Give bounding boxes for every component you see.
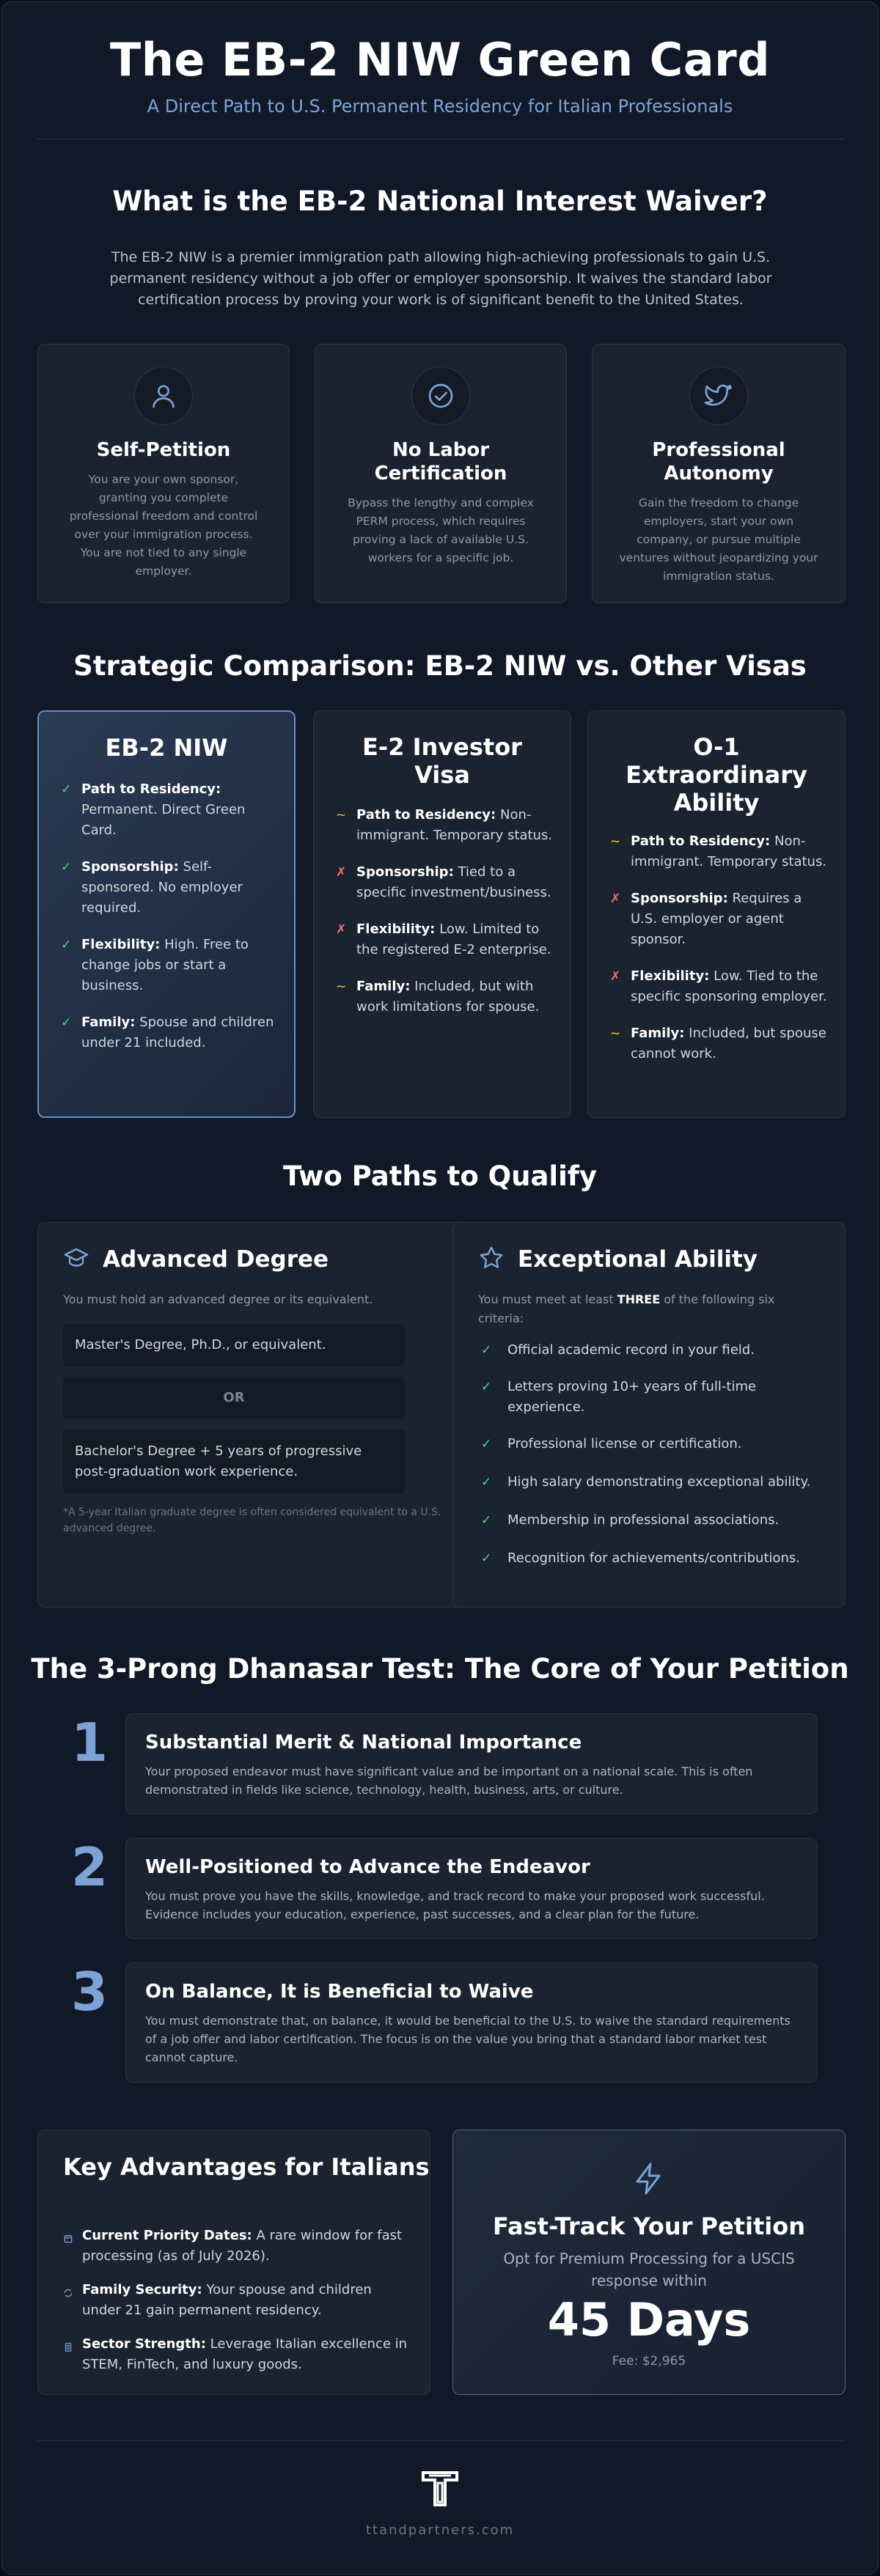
page-title: The EB-2 NIW Green Card bbox=[109, 33, 771, 87]
visa-title: E-2 Investor Visa bbox=[362, 733, 522, 789]
fee-text: Fee: $2,965 bbox=[612, 2354, 686, 2369]
list-item: ✓ High salary demonstrating exceptional ability. bbox=[481, 1472, 823, 1493]
list-item: ~ Path to Residency: Non-immigrant. Temporary status. bbox=[610, 831, 827, 872]
advantage-item: Sector Strength: Leverage Italian excellence in STEM, FinTech, and luxury goods. bbox=[63, 2334, 408, 2375]
list-item: ✓ Family: Spouse and children under 21 included. bbox=[61, 1012, 276, 1053]
bird-icon bbox=[689, 367, 748, 425]
tilde-icon: ~ bbox=[336, 808, 347, 823]
advantage-item: Family Security: Your spouse and children under 21 gain permanent residency. bbox=[63, 2280, 408, 2321]
cross-icon: ✗ bbox=[336, 865, 347, 880]
visa-card-e2 bbox=[313, 710, 571, 1118]
feature-title: Professional Autonomy bbox=[652, 439, 785, 485]
prong-card bbox=[125, 1838, 818, 1939]
prong-text: Your proposed endeavor must have significant value and be important on a national scale. This is often demonstrated in fields like science, technology, health, business, arts, or culture. bbox=[145, 1764, 753, 1797]
list-item: ✓ Flexibility: High. Free to change jobs or start a business. bbox=[61, 935, 276, 996]
path-card-advanced-degree bbox=[37, 1222, 476, 1608]
check-icon: ✓ bbox=[481, 1437, 492, 1451]
comparison-title: Strategic Comparison: EB-2 NIW vs. Other Visas bbox=[73, 650, 807, 682]
lightning-icon bbox=[631, 2161, 667, 2199]
check-icon: ✓ bbox=[481, 1551, 492, 1566]
sector-icon bbox=[63, 2338, 73, 2359]
list-item: ✓ Recognition for achievements/contributions. bbox=[481, 1548, 823, 1569]
feature-title: No Labor Certification bbox=[374, 439, 507, 485]
list-item: ✓ Path to Residency: Permanent. Direct Green Card. bbox=[61, 779, 276, 841]
degree-option: Bachelor's Degree + 5 years of progressive post-graduation work experience. bbox=[63, 1429, 405, 1494]
calendar-icon bbox=[63, 2230, 73, 2251]
footer-url[interactable]: ttandpartners.com bbox=[365, 2522, 515, 2538]
fast-track-card bbox=[452, 2130, 846, 2395]
check-icon: ✓ bbox=[481, 1380, 492, 1394]
visa-title: O-1 Extraordinary Ability bbox=[626, 733, 807, 817]
path-card-exceptional-ability bbox=[452, 1222, 846, 1608]
list-item: ✗ Flexibility: Low. Limited to the registered E-2 enterprise. bbox=[336, 919, 553, 960]
check-icon: ✓ bbox=[481, 1513, 492, 1528]
prong-card bbox=[125, 1713, 818, 1814]
path-note: You must meet at least THREE of the following six criteria: bbox=[478, 1292, 775, 1325]
check-icon: ✓ bbox=[61, 938, 72, 952]
feature-card-no-labor bbox=[315, 344, 567, 603]
prong-number: 3 bbox=[70, 1961, 109, 2023]
feature-text: You are your own sponsor, granting you complete professional freedom and control over your immigration process. You are not tied to any single employer. bbox=[69, 473, 258, 578]
advantages-title: Key Advantages for Italians bbox=[63, 2153, 430, 2181]
list-item: ✓ Official academic record in your field. bbox=[481, 1340, 823, 1361]
list-item: ~ Family: Included, but spouse cannot work. bbox=[610, 1023, 827, 1064]
divider bbox=[37, 2440, 844, 2441]
check-icon: ✓ bbox=[61, 1015, 72, 1030]
qualify-title: Two Paths to Qualify bbox=[282, 1160, 597, 1192]
tilde-icon: ~ bbox=[610, 834, 621, 849]
check-icon: ✓ bbox=[61, 782, 72, 797]
cross-icon: ✗ bbox=[610, 891, 621, 906]
intro-text: The EB-2 NIW is a premier immigration path allowing high-achieving professionals to gain U.S. permanent residency without a job offer or employer sponsorship. It waives the standard labor certification process by proving your work is of significant benefit to the United States. bbox=[109, 249, 772, 308]
dhanasar-title: The 3-Prong Dhanasar Test: The Core of Your Petition bbox=[31, 1653, 849, 1685]
graduation-cap-icon bbox=[63, 1245, 89, 1274]
advantages-card bbox=[37, 2130, 430, 2395]
prong-number: 2 bbox=[70, 1836, 109, 1898]
prong-text: You must prove you have the skills, knowledge, and track record to make your proposed work successful. Evidence includes your education, experience, past successes, and a clear plan for the future. bbox=[145, 1889, 765, 1921]
feature-text: Bypass the lengthy and complex PERM process, which requires proving a lack of available U.S. workers for a specific job. bbox=[348, 496, 534, 564]
prong-title: Substantial Merit & National Importance bbox=[145, 1732, 582, 1753]
page-subtitle: A Direct Path to U.S. Permanent Residency for Italian Professionals bbox=[147, 96, 733, 117]
feature-card-autonomy bbox=[592, 344, 846, 603]
header bbox=[2, 32, 878, 117]
user-icon bbox=[134, 367, 193, 425]
page-frame bbox=[1, 1, 879, 2575]
list-item: ✓ Sponsorship: Self-sponsored. No employer required. bbox=[61, 857, 276, 919]
visa-features bbox=[336, 805, 553, 1034]
check-circle-icon bbox=[411, 367, 470, 425]
list-item: ✓ Membership in professional associations. bbox=[481, 1510, 823, 1531]
advantage-item: Current Priority Dates: A rare window for fast processing (as of July 2026). bbox=[63, 2226, 408, 2267]
list-item: ✓ Letters proving 10+ years of full-time experience. bbox=[481, 1377, 823, 1418]
check-icon: ✓ bbox=[481, 1343, 492, 1358]
fast-track-title: Fast-Track Your Petition bbox=[493, 2212, 805, 2240]
processing-days: 45 Days bbox=[547, 2293, 751, 2347]
tilde-icon: ~ bbox=[336, 979, 347, 994]
brand-logo bbox=[420, 2468, 460, 2511]
visa-features bbox=[610, 831, 827, 1081]
list-item: ✓ Professional license or certification. bbox=[481, 1434, 823, 1454]
list-item: ✗ Sponsorship: Requires a U.S. employer or agent sponsor. bbox=[610, 888, 827, 950]
star-icon bbox=[478, 1245, 505, 1274]
path-note: You must hold an advanced degree or its equivalent. bbox=[63, 1292, 373, 1306]
list-item: ~ Path to Residency: Non-immigrant. Temporary status. bbox=[336, 805, 553, 846]
prong-title: Well-Positioned to Advance the Endeavor bbox=[145, 1856, 590, 1878]
prong-card bbox=[125, 1962, 818, 2083]
prong-number: 1 bbox=[70, 1712, 109, 1773]
prong-text: You must demonstrate that, on balance, it would be beneficial to the U.S. to waive the standard requirements of a job offer and labor certification. The focus is on the value you bring that a standard labor market test cannot capture. bbox=[145, 2014, 791, 2064]
check-icon: ✓ bbox=[61, 860, 72, 875]
degree-option: Master's Degree, Ph.D., or equivalent. bbox=[63, 1324, 405, 1366]
or-separator: OR bbox=[63, 1377, 405, 1419]
fast-track-text: Opt for Premium Processing for a USCIS response within bbox=[503, 2250, 795, 2289]
check-icon: ✓ bbox=[481, 1475, 492, 1490]
cross-icon: ✗ bbox=[610, 969, 621, 984]
prong-title: On Balance, It is Beneficial to Waive bbox=[145, 1981, 534, 2003]
intro-title: What is the EB-2 National Interest Waiver? bbox=[112, 185, 768, 217]
feature-card-self-petition bbox=[37, 344, 290, 603]
path-title: Exceptional Ability bbox=[518, 1246, 758, 1273]
visa-card-eb2 bbox=[37, 710, 296, 1118]
list-item: ✗ Flexibility: Low. Tied to the specific sponsoring employer. bbox=[610, 966, 827, 1007]
path-title: Advanced Degree bbox=[103, 1246, 329, 1273]
family-icon bbox=[63, 2284, 73, 2305]
list-item: ~ Family: Included, but with work limitations for spouse. bbox=[336, 976, 553, 1017]
list-item: ✗ Sponsorship: Tied to a specific investment/business. bbox=[336, 862, 553, 903]
visa-card-o1 bbox=[587, 710, 846, 1118]
footnote: *A 5-year Italian graduate degree is often considered equivalent to a U.S. advanced degree. bbox=[63, 1506, 441, 1534]
visa-features bbox=[61, 779, 276, 1070]
tilde-icon: ~ bbox=[610, 1026, 621, 1041]
feature-text: Gain the freedom to change employers, start your own company, or pursue multiple ventures without jeopardizing your immigration status. bbox=[619, 496, 818, 583]
visa-title: EB-2 NIW bbox=[105, 734, 228, 762]
cross-icon: ✗ bbox=[336, 922, 347, 937]
feature-title: Self-Petition bbox=[96, 439, 231, 461]
